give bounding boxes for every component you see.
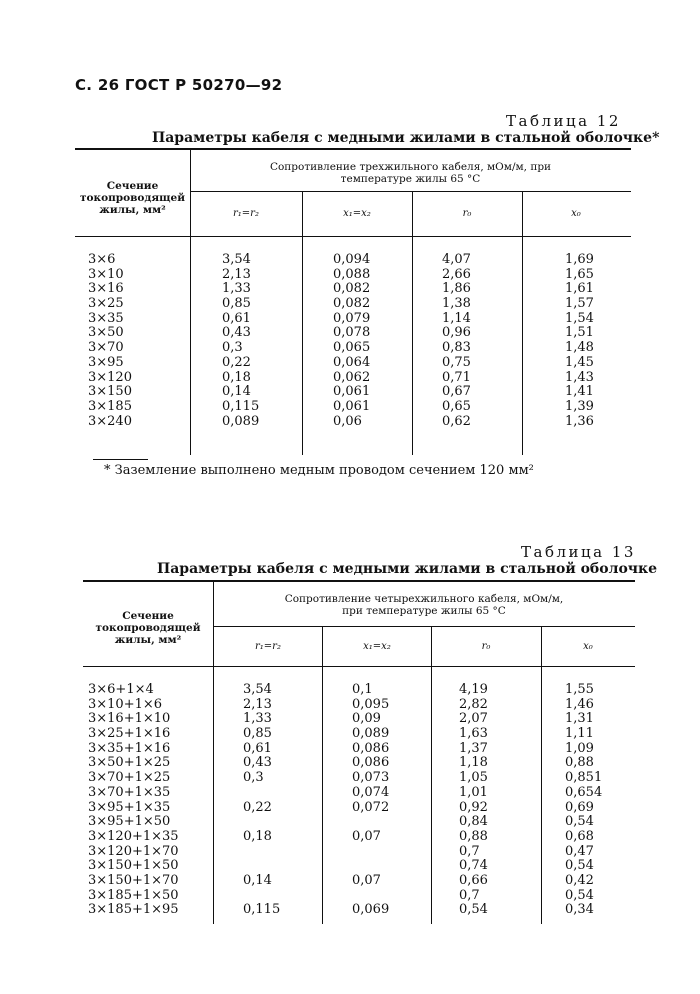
cell-r1: 0,22 (243, 799, 272, 815)
cell-r0: 1,86 (442, 281, 471, 297)
cell-r0: 0,66 (459, 872, 488, 888)
cell-section: 3×25 (88, 296, 124, 312)
table-row (0, 282, 700, 297)
cell-section: 3×70 (88, 340, 124, 356)
cell-r1: 2,13 (222, 266, 251, 282)
cell-section: 3×10+1×6 (88, 696, 163, 712)
cell-r0: 0,92 (459, 799, 488, 815)
cell-x1: 0,06 (333, 413, 362, 429)
cell-r1: 0,85 (222, 296, 251, 312)
cell-r1: 0,22 (222, 354, 251, 370)
cell-r1: 0,18 (243, 828, 272, 844)
cell-x0: 0,34 (565, 902, 594, 918)
cell-x1: 0,07 (352, 828, 381, 844)
cell-section: 3×240 (88, 413, 132, 429)
cell-x0: 0,851 (565, 770, 603, 786)
cell-section: 3×35+1×16 (88, 740, 171, 756)
cell-x1: 0,061 (333, 384, 371, 400)
cell-x0: 1,31 (565, 711, 594, 727)
cell-section: 3×10 (88, 266, 124, 282)
cell-x0: 0,54 (565, 858, 594, 874)
table-row (0, 698, 700, 713)
cell-r1: 0,43 (222, 325, 251, 341)
table-13-group-header (213, 593, 635, 617)
cell-section: 3×150+1×50 (88, 858, 179, 874)
table-row (0, 312, 700, 327)
cell-x0: 1,45 (565, 354, 594, 370)
cell-r0: 2,82 (459, 696, 488, 712)
cell-r1: 0,3 (222, 340, 243, 356)
cell-section: 3×70+1×25 (88, 770, 171, 786)
cell-x0: 1,57 (565, 296, 594, 312)
cell-x0: 1,09 (565, 740, 594, 756)
cell-section: 3×70+1×35 (88, 784, 171, 800)
header-line: Сечение (106, 180, 159, 192)
cell-r0: 4,19 (459, 682, 488, 697)
cell-x1: 0,069 (352, 902, 390, 918)
cell-x0: 0,47 (565, 843, 594, 859)
cell-x1: 0,078 (333, 325, 371, 341)
cell-r0: 0,71 (442, 369, 471, 385)
cell-r0: 1,01 (459, 784, 488, 800)
cell-section: 3×185+1×95 (88, 902, 179, 918)
table-row (0, 889, 700, 904)
table-row (0, 845, 700, 860)
table-13-label: Таблица 13 (521, 543, 636, 561)
cell-r1: 0,115 (243, 902, 281, 918)
table-12-subheader-x0: x₀ (571, 208, 581, 219)
table-13-header-rule (83, 666, 635, 667)
cell-x0: 0,42 (565, 872, 594, 888)
cell-r0: 0,62 (442, 413, 471, 429)
header-line: Сопротивление трехжильного кабеля, мОм/м, при (269, 161, 552, 173)
cell-r0: 0,88 (459, 828, 488, 844)
cell-x0: 0,88 (565, 755, 594, 771)
cell-x1: 0,082 (333, 281, 371, 297)
cell-x0: 1,41 (565, 384, 594, 400)
header-line: токопроводящей (79, 192, 185, 204)
cell-x0: 1,39 (565, 398, 594, 414)
table-12-subheader-x1: x₁=x₂ (343, 208, 371, 219)
table-row (0, 830, 700, 845)
header-line: жилы, мм² (114, 634, 182, 646)
table-row (0, 859, 700, 874)
cell-x0: 1,46 (565, 696, 594, 712)
cell-r0: 0,65 (442, 398, 471, 414)
table-12-body (0, 253, 700, 429)
header-line: жилы, мм² (99, 204, 166, 216)
table-13-title: Параметры кабеля с медными жилами в стальной оболочке (157, 561, 658, 577)
table-row (0, 815, 700, 830)
cell-x1: 0,07 (352, 872, 381, 888)
header-line: Сопротивление четырехжильного кабеля, мОм/м, (284, 593, 564, 605)
cell-x0: 1,51 (565, 325, 594, 341)
cell-r0: 0,67 (442, 384, 471, 400)
cell-x0: 1,54 (565, 310, 594, 326)
cell-section: 3×95 (88, 354, 124, 370)
table-13-subheader-r0: r₀ (481, 641, 491, 652)
cell-r1: 0,61 (222, 310, 251, 326)
table-row (0, 801, 700, 816)
cell-r1: 3,54 (222, 252, 251, 267)
table-12-header-rule (75, 236, 631, 237)
cell-x1: 0,064 (333, 354, 371, 370)
header-line: температуре жилы 65 °С (340, 173, 481, 185)
table-row (0, 385, 700, 400)
cell-r0: 4,07 (442, 252, 471, 267)
table-12-subheader-r0: r₀ (462, 208, 472, 219)
cell-section: 3×95+1×35 (88, 799, 171, 815)
table-row (0, 415, 700, 430)
table-row (0, 268, 700, 283)
table-row (0, 712, 700, 727)
cell-section: 3×185 (88, 398, 132, 414)
cell-section: 3×16 (88, 281, 124, 297)
table-13-subheader-r1: r₁=r₂ (255, 641, 281, 652)
cell-r0: 0,74 (459, 858, 488, 874)
table-row (0, 297, 700, 312)
cell-r0: 0,54 (459, 902, 488, 918)
cell-r0: 1,63 (459, 726, 488, 742)
cell-r0: 1,05 (459, 770, 488, 786)
cell-r1: 2,13 (243, 696, 272, 712)
cell-x1: 0,095 (352, 696, 390, 712)
cell-x0: 1,11 (565, 726, 594, 742)
cell-r0: 1,38 (442, 296, 471, 312)
table-row (0, 742, 700, 757)
cell-r0: 0,7 (459, 843, 480, 859)
cell-x0: 1,36 (565, 413, 594, 429)
cell-x1: 0,1 (352, 682, 373, 697)
cell-x1: 0,089 (352, 726, 390, 742)
cell-r1: 1,33 (222, 281, 251, 297)
table-13-subheader-x0: x₀ (583, 641, 593, 652)
cell-r1: 0,85 (243, 726, 272, 742)
table-12-top-rule (75, 148, 631, 150)
cell-r0: 0,83 (442, 340, 471, 356)
table-row (0, 400, 700, 415)
table-13-group-rule (213, 626, 635, 627)
table-12-group-header (190, 161, 631, 185)
table-row (0, 341, 700, 356)
table-13-top-rule (83, 580, 635, 582)
cell-r0: 0,75 (442, 354, 471, 370)
table-row (0, 756, 700, 771)
cell-r1: 0,3 (243, 770, 264, 786)
cell-x1: 0,072 (352, 799, 390, 815)
cell-r1: 3,54 (243, 682, 272, 697)
cell-x0: 0,654 (565, 784, 603, 800)
cell-section: 3×16+1×10 (88, 711, 171, 727)
cell-x1: 0,079 (333, 310, 371, 326)
cell-x0: 0,54 (565, 814, 594, 830)
table-row (0, 903, 700, 918)
cell-x0: 1,61 (565, 281, 594, 297)
cell-section: 3×95+1×50 (88, 814, 171, 830)
cell-section: 3×50+1×25 (88, 755, 171, 771)
table-row (0, 683, 700, 698)
cell-x1: 0,088 (333, 266, 371, 282)
table-row (0, 874, 700, 889)
table-row (0, 253, 700, 268)
cell-r1: 0,14 (222, 384, 251, 400)
cell-x1: 0,073 (352, 770, 390, 786)
table-12-title: Параметры кабеля с медными жилами в стальной оболочке* (152, 130, 660, 146)
header-line: Сечение (122, 610, 174, 622)
footnote-rule (93, 459, 148, 460)
table-13-subheader-x1: x₁=x₂ (363, 641, 391, 652)
cell-r1: 0,61 (243, 740, 272, 756)
header-line: при температуре жилы 65 °С (342, 605, 506, 617)
cell-r1: 0,115 (222, 398, 260, 414)
cell-section: 3×35 (88, 310, 124, 326)
cell-x1: 0,065 (333, 340, 371, 356)
cell-r1: 0,18 (222, 369, 251, 385)
table-row (0, 371, 700, 386)
cell-x0: 1,43 (565, 369, 594, 385)
cell-section: 3×150 (88, 384, 132, 400)
cell-section: 3×120 (88, 369, 132, 385)
cell-r0: 2,07 (459, 711, 488, 727)
cell-section: 3×25+1×16 (88, 726, 171, 742)
cell-x1: 0,086 (352, 740, 390, 756)
cell-x1: 0,062 (333, 369, 371, 385)
cell-section: 3×185+1×50 (88, 887, 179, 903)
table-row (0, 727, 700, 742)
table-12-subheader-r1: r₁=r₂ (233, 208, 259, 219)
cell-x0: 0,69 (565, 799, 594, 815)
cell-section: 3×50 (88, 325, 124, 341)
cell-section: 3×6+1×4 (88, 682, 154, 697)
table-13-body (0, 683, 700, 918)
table-12-group-rule (190, 191, 631, 192)
cell-x1: 0,086 (352, 755, 390, 771)
cell-r1: 1,33 (243, 711, 272, 727)
cell-x1: 0,09 (352, 711, 381, 727)
cell-section: 3×6 (88, 252, 116, 267)
cell-r0: 2,66 (442, 266, 471, 282)
cell-r0: 1,14 (442, 310, 471, 326)
cell-r1: 0,14 (243, 872, 272, 888)
table-row (0, 771, 700, 786)
cell-x0: 1,55 (565, 682, 594, 697)
table-row (0, 786, 700, 801)
cell-section: 3×150+1×70 (88, 872, 179, 888)
table-row (0, 356, 700, 371)
table-row (0, 326, 700, 341)
cell-x0: 1,48 (565, 340, 594, 356)
cell-section: 3×120+1×35 (88, 828, 179, 844)
cell-x1: 0,082 (333, 296, 371, 312)
cell-r0: 0,7 (459, 887, 480, 903)
cell-x1: 0,094 (333, 252, 371, 267)
table-12-footnote: * Заземление выполнено медным проводом сечением 120 мм² (104, 463, 534, 478)
cell-section: 3×120+1×70 (88, 843, 179, 859)
cell-x1: 0,074 (352, 784, 390, 800)
page-header: С. 26 ГОСТ Р 50270—92 (75, 76, 283, 94)
cell-r1: 0,089 (222, 413, 260, 429)
cell-x0: 1,69 (565, 252, 594, 267)
cell-r0: 1,37 (459, 740, 488, 756)
cell-x0: 0,68 (565, 828, 594, 844)
header-line: токопроводящей (95, 622, 201, 634)
cell-r0: 0,96 (442, 325, 471, 341)
table-12-section-header (75, 180, 190, 216)
table-12-label: Таблица 12 (506, 112, 621, 130)
cell-x1: 0,061 (333, 398, 371, 414)
cell-r0: 1,18 (459, 755, 488, 771)
cell-x0: 0,54 (565, 887, 594, 903)
table-13-section-header (83, 610, 213, 646)
cell-r1: 0,43 (243, 755, 272, 771)
cell-x0: 1,65 (565, 266, 594, 282)
cell-r0: 0,84 (459, 814, 488, 830)
